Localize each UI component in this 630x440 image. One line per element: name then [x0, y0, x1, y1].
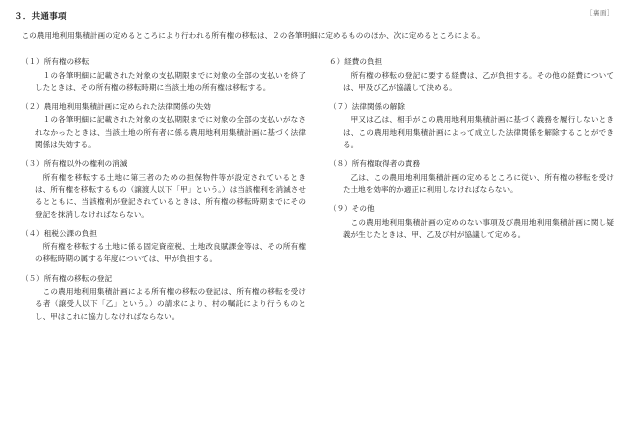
clause-item: [322, 101, 614, 151]
clause-item: [14, 228, 306, 266]
clause-body: 所有権を移転する土地に係る固定資産税、土地改良賦課金等は、その所有権の移転時期の属する年度については、甲が負担する。: [35, 242, 306, 264]
clause-body: １の各筆明細に記載された対象の支払期限までに対象の全部の支払いがなされなかったときは、当該土地の所有者に係る農用地利用集積計画に基づく法律関係は失効する。: [35, 115, 306, 150]
clause-body: １の各筆明細に記載された対象の支払期限までに対象の全部の支払いを終了したときは、その所有権の移転時期に当該土地の所有権は移転する。: [35, 70, 306, 92]
right-column: [322, 56, 614, 330]
clause-body: この農用地利用集積計画による所有権の移転の登記は、所有権の移転を受ける者（譲受人以下「乙」という。）の請求により、村の嘱託により行うものとし、甲はこれに協力しなければならない。: [35, 287, 306, 321]
clause-item: [14, 56, 306, 94]
clause-heading: （９）その他: [329, 204, 375, 214]
clause-item: [322, 158, 614, 196]
clause-heading: （７）法律関係の解除: [329, 102, 405, 112]
clause-heading: （３）所有権以外の権利の消滅: [21, 159, 128, 169]
clause-body: この農用地利用集積計画の定めのない事項及び農用地利用集積計画に関し疑義が生じたときは、甲、乙及び村が協議して定める。: [343, 217, 614, 239]
clause-body: 所有権を移転する土地に第三者のための担保物件等が設定されているときは、所有権を移転するもの（譲渡人以下「甲」という。）は当該権利を消滅させるとともに、当該権利が登記されているときは、所有権の移転時期までにその登記を抹消しなければならない。: [35, 172, 306, 219]
clause-item: [14, 273, 306, 323]
clause-heading: （４）租税公課の負担: [21, 228, 97, 238]
clause-body: 所有権の移転の登記に要する経費は、乙が負担する。その他の経費については、甲及び乙が協議して決める。: [343, 70, 614, 92]
clause-item: [322, 56, 614, 94]
clause-body: 乙は、この農用地利用集積計画の定めるところに従い、所有権の移転を受けた土地を効率的か適正に利用しなければならない。: [343, 172, 614, 194]
clause-heading: （１）所有権の移転: [21, 57, 90, 67]
left-column: [14, 56, 306, 330]
clause-heading: （８）所有権取得者の責務: [329, 159, 421, 169]
clause-item: [14, 158, 306, 220]
clause-body: 甲又は乙は、相手がこの農用地利用集積計画に基づく義務を履行しないときは、この農用地利用集積計画によって成立した法律関係を解除することができる。: [343, 115, 614, 150]
two-column-body: [14, 56, 616, 330]
clause-heading: （２）農用地利用集積計画に定められた法律関係の失効: [21, 102, 211, 112]
page-marker: ［裏面］: [586, 10, 614, 17]
page-title: ３．共通事項: [14, 11, 67, 21]
clause-item: [322, 203, 614, 241]
lead-paragraph: この農用地利用集積計画の定めるところにより行われる所有権の移転は、２の各筆明細に定めるもののほか、次に定めるところによる。: [21, 31, 485, 40]
clause-item: [14, 101, 306, 151]
clause-heading: ６）経費の負担: [329, 57, 383, 67]
clause-heading: （５）所有権の移転の登記: [21, 273, 113, 283]
